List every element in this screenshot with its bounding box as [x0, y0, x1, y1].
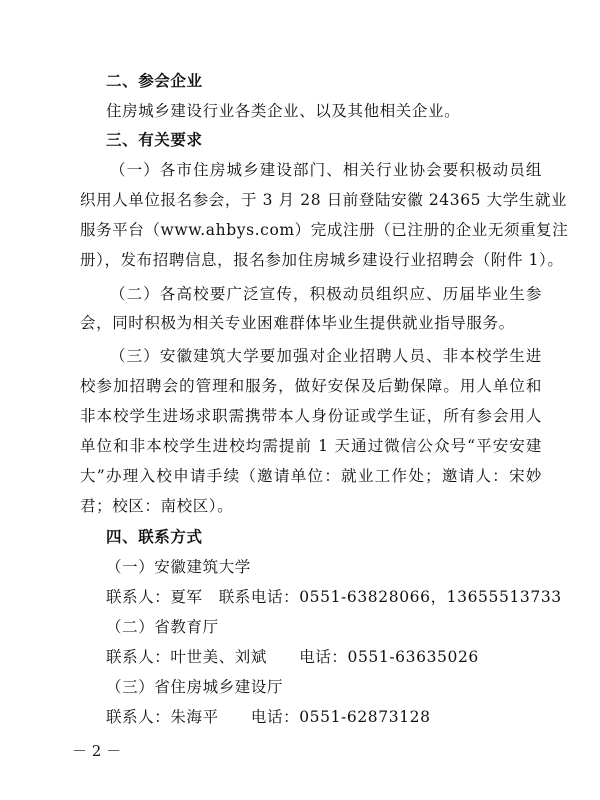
requirement-3-line-5: 大”办理入校申请手续（邀请单位：就业工作处；邀请人：宋妙: [80, 467, 542, 485]
contact-2-org: （二）省教育厅: [106, 618, 219, 636]
requirement-1-line-1: （一）各市住房城乡建设部门、相关行业协会要积极动员组: [110, 161, 542, 179]
requirement-2-line-2: 会，同时积极为相关专业困难群体毕业生提供就业指导服务。: [80, 314, 515, 332]
requirement-3-line-1: （三）安徽建筑大学要加强对企业招聘人员、非本校学生进: [110, 347, 542, 365]
requirement-1-line-2: 织用人单位报名参会，于 3 月 28 日前登陆安徽 24365 大学生就业: [80, 191, 568, 209]
requirement-3-line-2: 校参加招聘会的管理和服务，做好安保及后勤保障。用人单位和: [80, 377, 542, 395]
section-four-heading: 四、联系方式: [106, 528, 203, 546]
requirement-1-line-4: 册），发布招聘信息，报名参加住房城乡建设行业招聘会（附件 1）。: [80, 251, 564, 269]
section-three-heading: 三、有关要求: [106, 131, 203, 149]
contact-1-people: 联系人：夏军 联系电话：0551-63828066，13655513733: [106, 588, 562, 606]
page-number: － 2 －: [72, 742, 122, 760]
requirement-1-line-3: 服务平台（www.ahbys.com）完成注册（已注册的企业无须重复注: [80, 221, 569, 239]
requirement-3-line-6: 君；校区：南校区）。: [80, 497, 234, 515]
contact-3-people: 联系人：朱海平 电话：0551-62873128: [106, 708, 431, 726]
contact-3-org: （三）省住房城乡建设厅: [106, 678, 284, 696]
requirement-2-line-1: （二）各高校要广泛宣传，积极动员组织应、历届毕业生参: [110, 285, 542, 303]
requirement-3-line-4: 单位和非本校学生进校均需提前 1 天通过微信公众号“平安安建: [80, 437, 542, 455]
contact-1-org: （一）安徽建筑大学: [106, 558, 251, 576]
section-two-heading: 二、参会企业: [106, 72, 203, 90]
section-two-body: 住房城乡建设行业各类企业、以及其他相关企业。: [106, 102, 461, 120]
contact-2-people: 联系人：叶世美、刘斌 电话：0551-63635026: [106, 648, 479, 666]
requirement-3-line-3: 非本校学生进场求职需携带本人身份证或学生证，所有参会用人: [80, 407, 542, 425]
